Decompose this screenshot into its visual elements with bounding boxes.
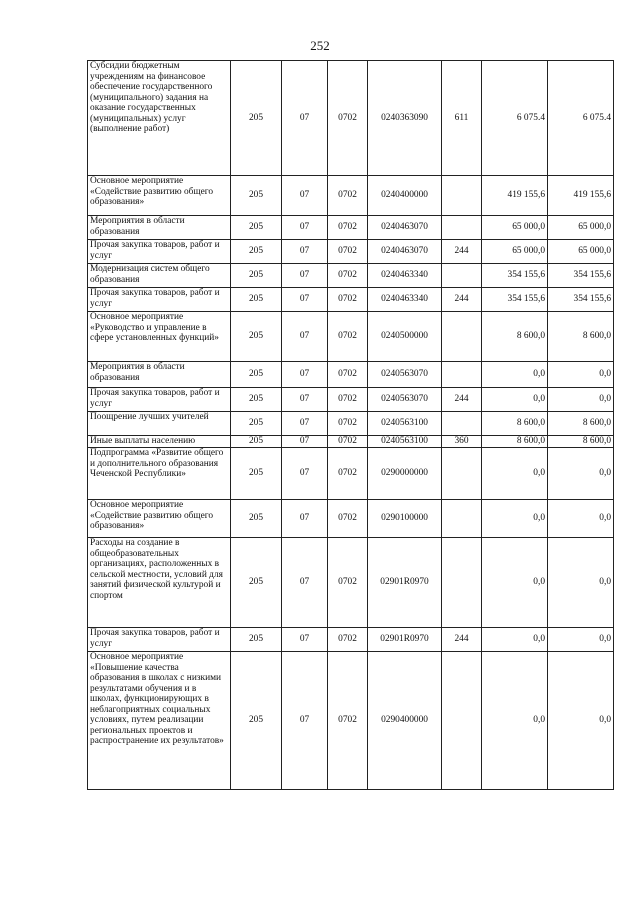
cell-section: 07 — [282, 264, 328, 288]
cell-ministry-code: 205 — [231, 388, 282, 412]
cell-expense-type — [442, 652, 482, 790]
cell-name: Мероприятия в области образования — [88, 362, 231, 388]
cell-amount-1: 8 600,0 — [482, 412, 548, 436]
table-row — [88, 388, 614, 412]
cell-target-article: 0240463070 — [368, 240, 442, 264]
cell-target-article: 0240463070 — [368, 216, 442, 240]
cell-amount-1: 0,0 — [482, 448, 548, 500]
cell-amount-1: 354 155,6 — [482, 288, 548, 312]
cell-amount-1: 0,0 — [482, 500, 548, 538]
cell-expense-type: 611 — [442, 61, 482, 176]
cell-target-article: 0240500000 — [368, 312, 442, 362]
cell-target-article: 0240463340 — [368, 288, 442, 312]
cell-target-article: 02901R0970 — [368, 538, 442, 628]
cell-section: 07 — [282, 216, 328, 240]
cell-subsection: 0702 — [328, 312, 368, 362]
cell-expense-type: 360 — [442, 436, 482, 448]
cell-target-article: 0240563100 — [368, 436, 442, 448]
cell-expense-type — [442, 264, 482, 288]
cell-expense-type — [442, 448, 482, 500]
cell-target-article: 0240400000 — [368, 176, 442, 216]
cell-target-article: 0290400000 — [368, 652, 442, 790]
cell-subsection: 0702 — [328, 412, 368, 436]
cell-target-article: 0240563070 — [368, 388, 442, 412]
table-row — [88, 61, 614, 176]
cell-ministry-code: 205 — [231, 312, 282, 362]
cell-section: 07 — [282, 240, 328, 264]
cell-ministry-code: 205 — [231, 628, 282, 652]
cell-amount-1: 419 155,6 — [482, 176, 548, 216]
cell-name: Модернизация систем общего образования — [88, 264, 231, 288]
cell-expense-type — [442, 500, 482, 538]
cell-amount-1: 0,0 — [482, 628, 548, 652]
cell-section: 07 — [282, 362, 328, 388]
cell-ministry-code: 205 — [231, 362, 282, 388]
cell-amount-1: 0,0 — [482, 362, 548, 388]
table-row — [88, 412, 614, 436]
cell-amount-1: 6 075.4 — [482, 61, 548, 176]
cell-amount-2: 0,0 — [548, 652, 614, 790]
cell-amount-2: 65 000,0 — [548, 240, 614, 264]
cell-amount-2: 0,0 — [548, 538, 614, 628]
cell-ministry-code: 205 — [231, 436, 282, 448]
table-row — [88, 312, 614, 362]
cell-name: Основное мероприятие «Содействие развитию общего образования» — [88, 500, 231, 538]
cell-amount-2: 0,0 — [548, 448, 614, 500]
cell-expense-type — [442, 312, 482, 362]
cell-amount-2: 354 155,6 — [548, 264, 614, 288]
table-row — [88, 264, 614, 288]
cell-subsection: 0702 — [328, 240, 368, 264]
table-row — [88, 538, 614, 628]
cell-amount-1: 65 000,0 — [482, 216, 548, 240]
cell-name: Иные выплаты населению — [88, 436, 231, 448]
cell-amount-2: 65 000,0 — [548, 216, 614, 240]
cell-ministry-code: 205 — [231, 538, 282, 628]
cell-amount-1: 8 600,0 — [482, 436, 548, 448]
cell-subsection: 0702 — [328, 264, 368, 288]
cell-subsection: 0702 — [328, 176, 368, 216]
cell-amount-2: 8 600,0 — [548, 436, 614, 448]
cell-name: Прочая закупка товаров, работ и услуг — [88, 388, 231, 412]
cell-amount-2: 0,0 — [548, 500, 614, 538]
cell-subsection: 0702 — [328, 652, 368, 790]
cell-name: Подпрограмма «Развитие общего и дополнительного образования Чеченской Республики» — [88, 448, 231, 500]
cell-section: 07 — [282, 538, 328, 628]
cell-name: Прочая закупка товаров, работ и услуг — [88, 288, 231, 312]
cell-amount-2: 0,0 — [548, 362, 614, 388]
budget-table — [87, 60, 614, 790]
table-row — [88, 240, 614, 264]
cell-subsection: 0702 — [328, 288, 368, 312]
cell-amount-2: 8 600,0 — [548, 312, 614, 362]
table-row — [88, 362, 614, 388]
cell-subsection: 0702 — [328, 216, 368, 240]
table-row — [88, 500, 614, 538]
cell-expense-type: 244 — [442, 628, 482, 652]
cell-name: Прочая закупка товаров, работ и услуг — [88, 628, 231, 652]
cell-amount-2: 354 155,6 — [548, 288, 614, 312]
cell-ministry-code: 205 — [231, 264, 282, 288]
cell-amount-2: 419 155,6 — [548, 176, 614, 216]
cell-ministry-code: 205 — [231, 216, 282, 240]
cell-section: 07 — [282, 176, 328, 216]
cell-expense-type: 244 — [442, 288, 482, 312]
cell-target-article: 02901R0970 — [368, 628, 442, 652]
cell-amount-2: 6 075.4 — [548, 61, 614, 176]
cell-section: 07 — [282, 448, 328, 500]
cell-amount-1: 8 600,0 — [482, 312, 548, 362]
table-row — [88, 628, 614, 652]
cell-target-article: 0240463340 — [368, 264, 442, 288]
cell-subsection: 0702 — [328, 538, 368, 628]
cell-expense-type — [442, 412, 482, 436]
cell-name: Мероприятия в области образования — [88, 216, 231, 240]
cell-section: 07 — [282, 61, 328, 176]
cell-ministry-code: 205 — [231, 448, 282, 500]
cell-amount-2: 8 600,0 — [548, 412, 614, 436]
cell-name: Прочая закупка товаров, работ и услуг — [88, 240, 231, 264]
cell-subsection: 0702 — [328, 448, 368, 500]
cell-ministry-code: 205 — [231, 240, 282, 264]
cell-amount-1: 65 000,0 — [482, 240, 548, 264]
cell-ministry-code: 205 — [231, 412, 282, 436]
cell-ministry-code: 205 — [231, 288, 282, 312]
cell-expense-type: 244 — [442, 240, 482, 264]
cell-subsection: 0702 — [328, 61, 368, 176]
cell-expense-type — [442, 176, 482, 216]
cell-expense-type: 244 — [442, 388, 482, 412]
cell-expense-type — [442, 538, 482, 628]
cell-section: 07 — [282, 652, 328, 790]
cell-ministry-code: 205 — [231, 61, 282, 176]
cell-name: Субсидии бюджетным учреждениям на финансовое обеспечение государственного (муниципального) задания на оказание государственных (муниципальных) услуг (выполнение работ) — [88, 61, 231, 176]
cell-amount-1: 0,0 — [482, 388, 548, 412]
cell-subsection: 0702 — [328, 362, 368, 388]
cell-subsection: 0702 — [328, 436, 368, 448]
cell-ministry-code: 205 — [231, 652, 282, 790]
table-row — [88, 436, 614, 448]
cell-target-article: 0240563100 — [368, 412, 442, 436]
page-number: 252 — [310, 38, 330, 53]
cell-subsection: 0702 — [328, 628, 368, 652]
cell-expense-type — [442, 216, 482, 240]
cell-name: Основное мероприятие «Руководство и управление в сфере установленных функций» — [88, 312, 231, 362]
cell-target-article: 0240363090 — [368, 61, 442, 176]
table-row — [88, 448, 614, 500]
cell-ministry-code: 205 — [231, 176, 282, 216]
cell-name: Основное мероприятие «Содействие развитию общего образования» — [88, 176, 231, 216]
cell-section: 07 — [282, 628, 328, 652]
cell-section: 07 — [282, 500, 328, 538]
cell-ministry-code: 205 — [231, 500, 282, 538]
cell-section: 07 — [282, 412, 328, 436]
budget-table-body — [88, 61, 614, 790]
cell-amount-2: 0,0 — [548, 388, 614, 412]
cell-target-article: 0290100000 — [368, 500, 442, 538]
cell-section: 07 — [282, 288, 328, 312]
cell-amount-1: 354 155,6 — [482, 264, 548, 288]
cell-amount-1: 0,0 — [482, 652, 548, 790]
cell-section: 07 — [282, 388, 328, 412]
cell-name: Поощрение лучших учителей — [88, 412, 231, 436]
cell-name: Расходы на создание в общеобразовательных организациях, расположенных в сельской местности, условий для занятий физической культурой и спортом — [88, 538, 231, 628]
cell-section: 07 — [282, 436, 328, 448]
cell-name: Основное мероприятие «Повышение качества образования в школах с низкими результатами обучения и в школах, функционирующих в неблагоприятных социальных условиях, путем реализации региональных проектов и распространение их результатов» — [88, 652, 231, 790]
cell-target-article: 0290000000 — [368, 448, 442, 500]
cell-expense-type — [442, 362, 482, 388]
cell-subsection: 0702 — [328, 388, 368, 412]
cell-amount-1: 0,0 — [482, 538, 548, 628]
cell-amount-2: 0,0 — [548, 628, 614, 652]
cell-target-article: 0240563070 — [368, 362, 442, 388]
table-row — [88, 216, 614, 240]
table-row — [88, 652, 614, 790]
cell-section: 07 — [282, 312, 328, 362]
table-row — [88, 288, 614, 312]
table-row — [88, 176, 614, 216]
cell-subsection: 0702 — [328, 500, 368, 538]
